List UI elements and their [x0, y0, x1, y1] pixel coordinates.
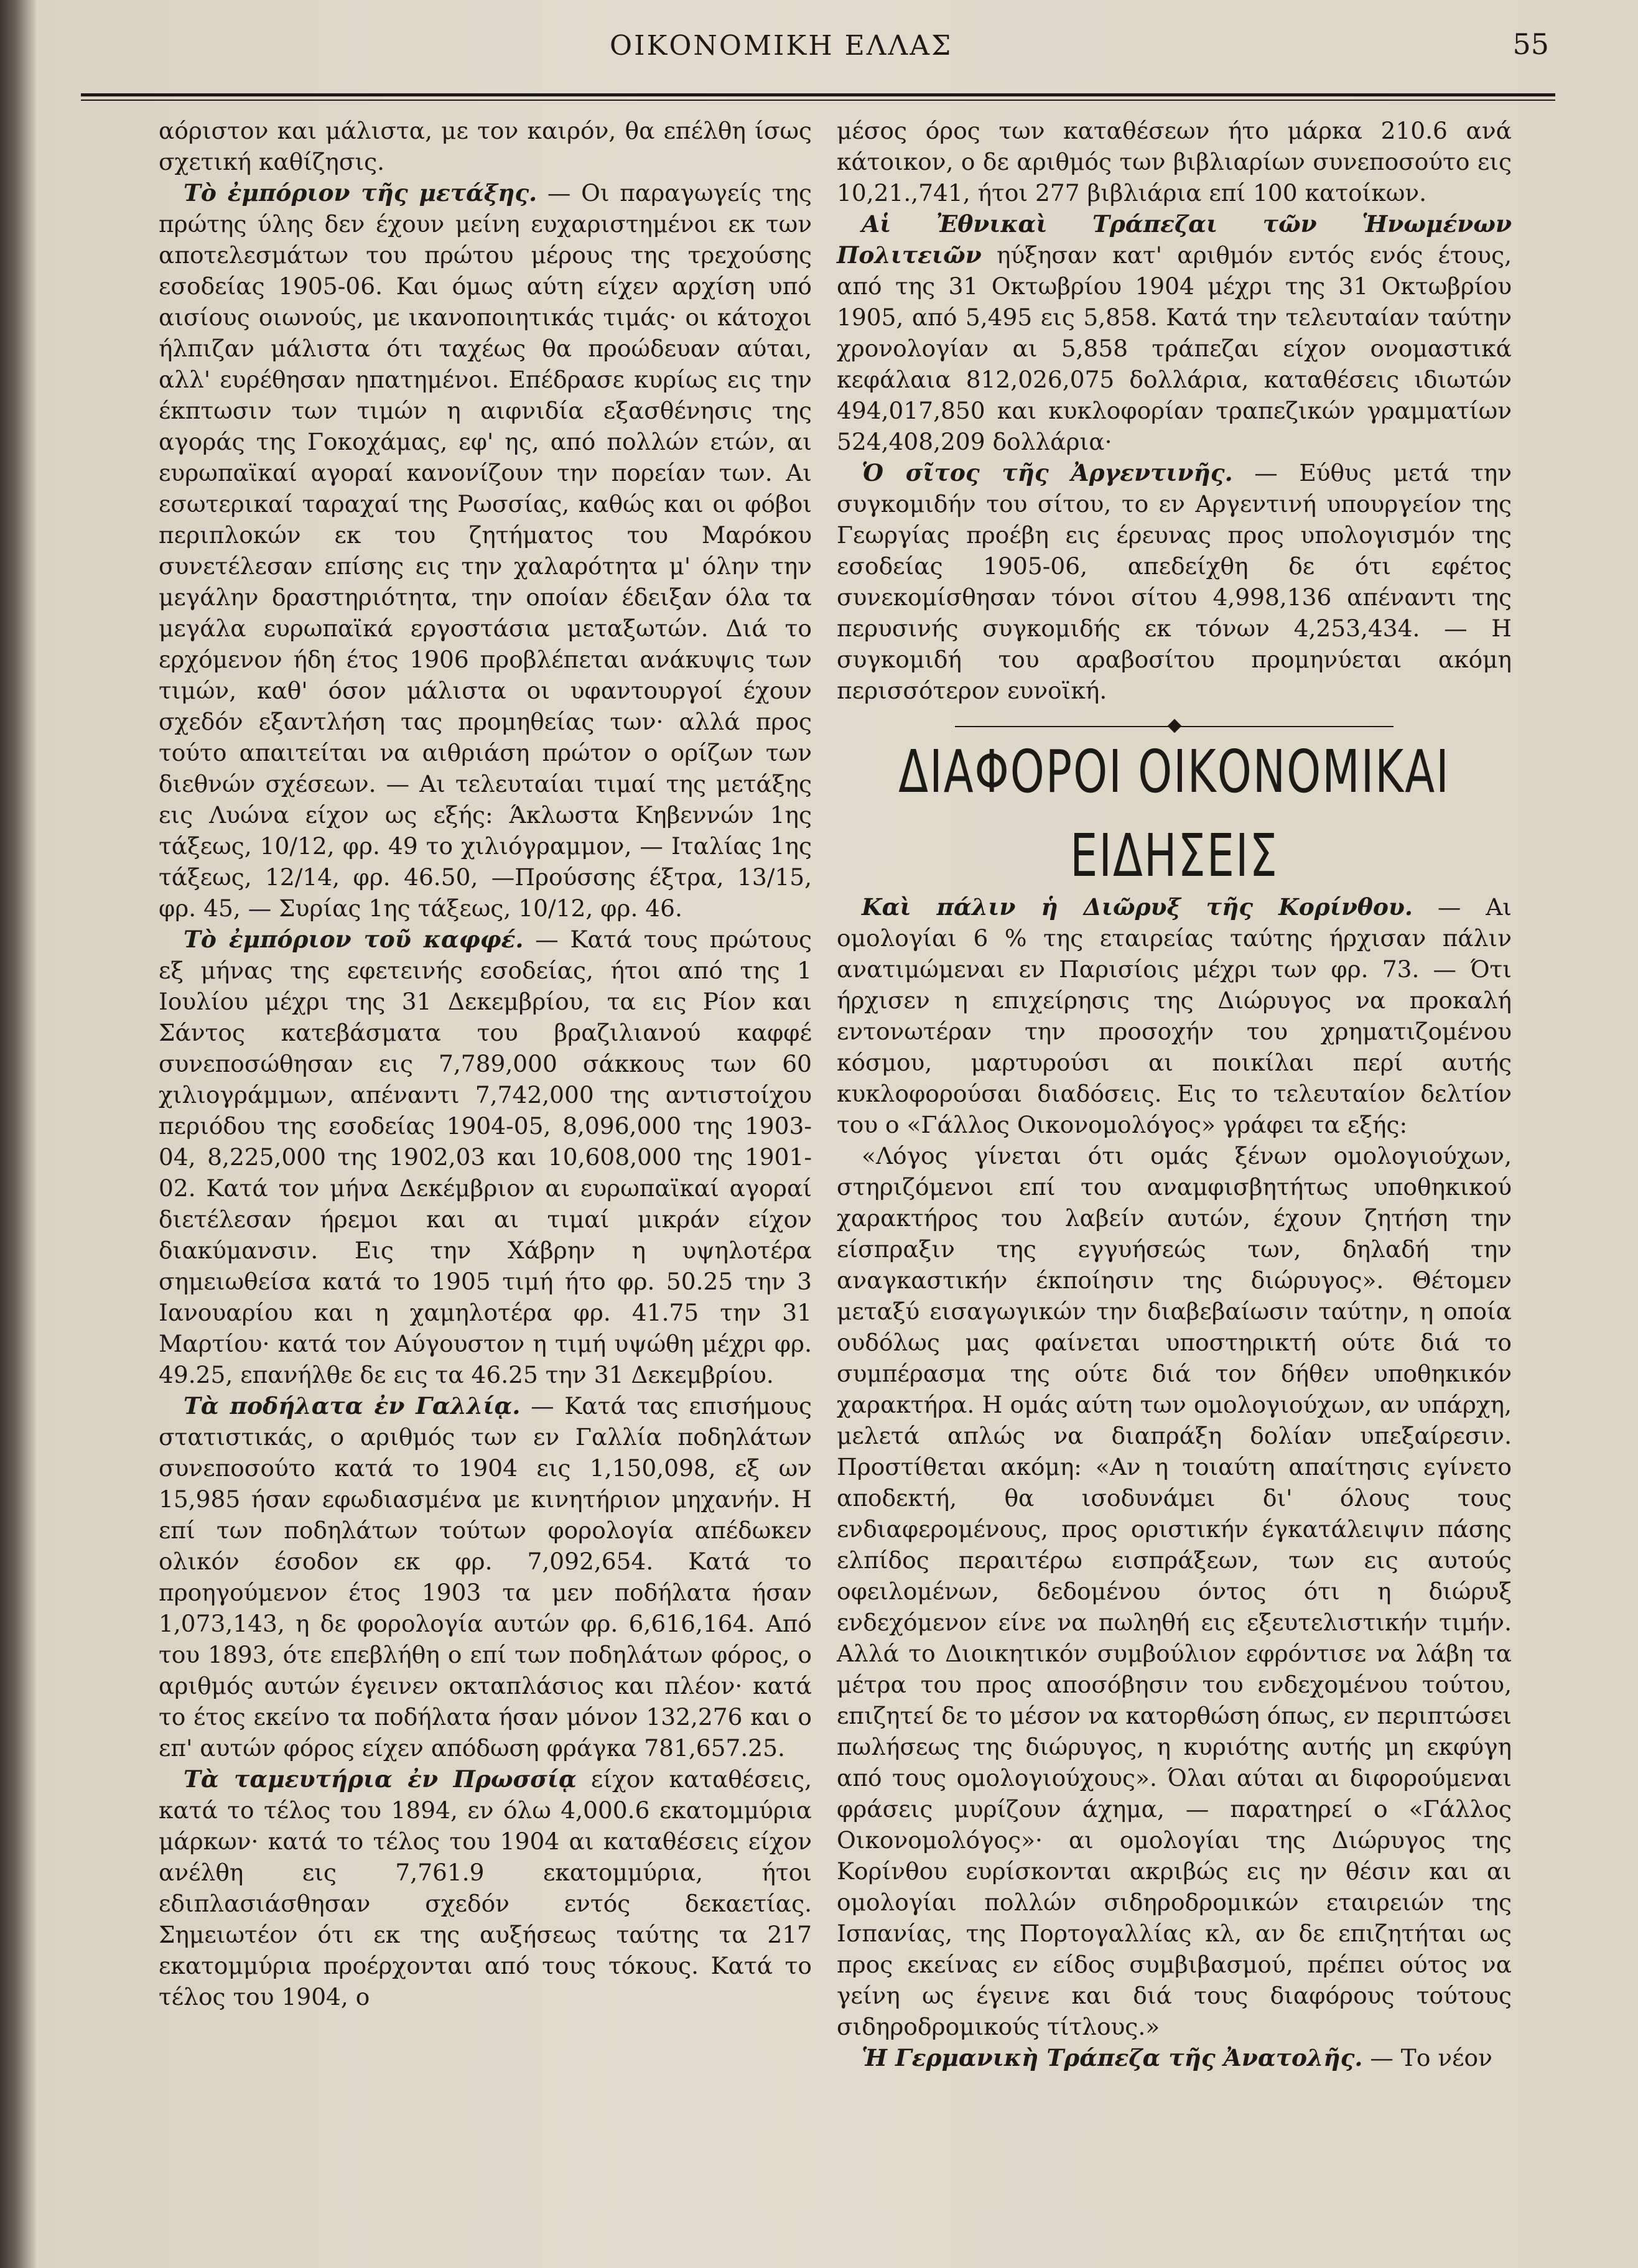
article-heading: Ἡ Γερμανικὴ Τράπεζα τῆς Ἀνατολῆς. [862, 2044, 1363, 2071]
article-body: είχον καταθέσεις, κατά το τέλος του 1894, εν όλω 4,000.6 εκατομμύρια μάρκων· κατά το τέλος του 1904 αι καταθέσεις είχον ανέλθη εις 7,761.9 εκατομμύρια, ήτοι εδιπλασιάσθησαν σχεδόν εντός δεκαετίας. Σημειωτέον ότι εκ της αυξήσεως ταύτης τα 217 εκατομμύρια προέρχονται από τους τόκους. Κατά το τέλος του 1904, ο [159, 1765, 812, 2010]
article-heading: Τὸ ἐμπόριον τῆς μετάξης. [184, 179, 537, 207]
article-body: — Κατά τας επισήμους στατιστικάς, ο αριθμός των εν Γαλλία ποδηλάτων συνεποσούτο κατά το 1904 εις 1,150,098, εξ ων 15,985 ήσαν εφωδιασμένα με κινητήριον μηχανήν. Η επί των ποδηλάτων τούτων φορολογία απέδωκεν ολικόν έσοδον εκ φρ. 7,092,654. Κατά το προηγούμενον έτος 1903 τα μεν ποδήλατα ήσαν 1,073,143, η δε φορολογία αυτών φρ. 6,616,164. Από του 1893, ότε επεβλήθη ο επί των ποδηλάτων φόρος, ο αριθμός αυτών έγεινεν οκταπλάσιος και πλέον· κατά το έτος εκείνο τα ποδήλατα ήσαν μόνον 132,276 και ο επ' αυτών φόρος είχεν απόδωση φράγκα 781,657.25. [159, 1392, 812, 1762]
article-bicycles [159, 1390, 812, 1764]
article-body: — Οι παραγωγείς της πρώτης ύλης δεν έχουν μείνη ευχαριστημένοι εκ των αποτελεσμάτων του πρώτου μέρους της τρεχούσης εσοδείας 1905-06. Και όμως αύτη είχεν αρχίση υπό αισίους οιωνούς, με ικανοποιητικάς τιμάς· οι κάτοχοι ήλπιζαν μάλιστα ότι ταχέως θα προώδευαν αύται, αλλ' ευρέθησαν ηπατημένοι. Επέδρασε κυρίως εις την έκπτωσιν των τιμών η αιφνιδία εξασθένησις της αγοράς της Γοκοχάμας, εφ' ης, από πολλών ετών, αι ευρωπαϊκαί αγοραί κανονίζουν την πορείαν των. Αι εσωτερικαί ταραχαί της Ρωσσίας, καθώς και οι φόβοι περιπλοκών εκ του ζητήματος του Μαρόκου συνετέλεσαν επίσης εις την χαλαρότητα μ' όλην την μεγάλην δραστηριότητα, την οποίαν έδειξαν όλα τα μεγάλα ευρωπαϊκά εργοστάσια μεταξωτών. Διά το ερχόμενον ήδη έτος 1906 προβλέπεται ανάκυψις των τιμών, καθ' όσον μάλιστα οι υφαντουργοί έχουν σχεδόν εξαντλήση τας προμηθείας των· αλλά προς τούτο απαιτείται να αιθριάση πρώτον ο ορίζων των διεθνών σχέσεων. — Αι τελευταίαι τιμαί της μετάξης εις Λυώνα είχον ως εξής: Άκλωστα Κηβεννών 1ης τάξεως, 10/12, φρ. 49 το χιλιόγραμμον, — Ιταλίας 1ης τάξεως, 12/14, φρ. 46.50, —Προύσσης έξτρα, 13/15, φρ. 45, — Συρίας 1ης τάξεως, 10/12, φρ. 46. [159, 179, 812, 922]
header-rule-thin [81, 100, 1555, 101]
article-body: — Το νέον [1362, 2044, 1492, 2071]
page-number: 55 [1512, 27, 1549, 61]
article-heading: Ὁ σῖτος τῆς Ἀργεντινῆς. [862, 459, 1233, 486]
right-column [837, 115, 1512, 2073]
article-body: — Αι ομολογίαι 6 % της εταιρείας ταύτης ήρχισαν πάλιν ανατιμώμεναι εν Παρισίοις μέχρι των φρ. 73. — Ότι ήρχισεν η επιχείρησις της Διώρυγος να προκαλή εντονωτέραν την προσοχήν του χρηματιζομένου κόσμου, μαρτυρούσι αι ποικίλαι περί αυτής κυκλοφορούσαι διαδόσεις. Εις το τελευταίον δελτίον του ο «Γάλλος Οικονομολόγος» γράφει τα εξής: [837, 893, 1512, 1138]
paragraph: αόριστον και μάλιστα, με τον καιρόν, θα επέλθη ίσως σχετική καθίζησις. [159, 117, 812, 175]
article-coffee [159, 924, 812, 1390]
article-heading: Αἱ Ἐθνικαὶ Τράπεζαι τῶν Ἡνωμένων Πολιτειῶν [837, 210, 1512, 269]
article-german-bank [837, 2042, 1512, 2073]
article-body: — Κατά τους πρώτους εξ μήνας της εφετεινής εσοδείας, ήτοι από της 1 Ιουλίου μέχρι της 31 Δεκεμβρίου, τα εις Ρίον και Σάντος κατεβάσματα του βραζιλιανού καφφέ συνεποσώθησαν εις 7,789,000 σάκκους των 60 χιλιογράμμων, απέναντι 7,742,000 της αντιστοίχου περιόδου της εσοδείας 1904-05, 8,096,000 της 1903-04, 8,225,000 της 1902,03 και 10,608,000 της 1901-02. Κατά τον μήνα Δεκέμβριον αι ευρωπαϊκαί αγοραί διετέλεσαν ήρεμοι και αι τιμαί μικράν είχον διακύμανσιν. Εις την Χάβρην η υψηλοτέρα σημειωθείσα κατά το 1905 τιμή ήτο φρ. 50.25 την 3 Ιανουαρίου και η χαμηλοτέρα φρ. 41.75 την 31 Μαρτίου· κατά τον Αύγουστον η τιμή υψώθη μέχρι φρ. 49.25, επανήλθε δε εις τα 46.25 την 31 Δεκεμβρίου. [159, 926, 812, 1388]
page-header [81, 25, 1555, 68]
running-title: ΟΙΚΟΝΟΜΙΚΗ ΕΛΛΑΣ [610, 30, 953, 62]
article-silk [159, 177, 812, 924]
paragraph: μέσος όρος των καταθέσεων ήτο μάρκα 210.6 ανά κάτοικον, ο δε αριθμός των βιβλιαρίων συνεποσούτο εις 10,21.,741, ήτοι 277 βιβλιάρια επί 100 κατοίκων. [837, 117, 1512, 207]
article-heading: Καὶ πάλιν ἡ Διῶρυξ τῆς Κορίνθου. [862, 893, 1413, 921]
header-rule [81, 93, 1555, 96]
article-body: — Εύθυς μετά την συγκομιδήν του σίτου, το εν Αργεντινή υπουργείον της Γεωργίας προέβη εις έρευνας προς υπολογισμόν της εσοδείας 1905-06, απεδείχθη δε ότι εφέτος συνεκομίσθησαν τόνοι σίτου 4,998,136 απέναντι της περυσινής συγκομιδής εκ τόνων 4,253,434. — Η συγκομιδή του αραβοσίτου προμηνύεται ακόμη περισσότερον ευνοϊκή. [837, 459, 1512, 704]
article-body: ηύξησαν κατ' αριθμόν εντός ενός έτους, από της 31 Οκτωβρίου 1904 μέχρι της 31 Οκτωβρίου 1905, από 5,495 εις 5,858. Κατά την τελευταίαν ταύτην χρονολογίαν αι 5,858 τράπεζαι είχον ονομαστικά κεφάλαια 812,026,075 δολλάρια, καταθέσεις ιδιωτών 494,017,850 και κυκλοφορίαν τραπεζικών γραμματίων 524,408,209 δολλάρια· [837, 241, 1512, 455]
article-argentina-wheat [837, 457, 1512, 706]
article-savings-banks [159, 1764, 812, 2012]
quoted-paragraph: «Λόγος γίνεται ότι ομάς ξένων ομολογιούχων, στηριζόμενοι επί του αναμφισβητήτως υποθηκικού χαρακτήρος του λαβείν αυτών, έχουν ζητήση την είσπραξιν της εγγυήσεώς των, δηλαδή την αναγκαστικήν έκποίησιν της διώρυγος». Θέτομεν μεταξύ εισαγωγικών την διαβεβαίωσιν ταύτην, η οποία ουδόλως μας φαίνεται υποστηρικτή ούτε διά το συμπέρασμα της ούτε διά τον δήθεν υποθηκικόν χαρακτήρα. Η ομάς αύτη των ομολογιούχων, αν υπάρχη, μελετά απλώς να διαπράξη δολίαν υπεξαίρεσιν. Προστίθεται ακόμη: «Αν η τοιαύτη απαίτησις εγίνετο αποδεκτή, θα ισοδυνάμει δι' όλους τους ενδιαφερομένους, προς οριστικήν έγκατάλειψιν πάσης ελπίδος περαιτέρω εισπράξεων, των εις αυτούς οφειλομένων, δεδομένου όντος ότι η διώρυξ ενδεχόμενον είνε να πωληθή εις εξευτελιστικήν τιμήν. Αλλά το Διοικητικόν συμβούλιον εφρόντισε να λάβη τα μέτρα του προς αποσόβησιν του ενδεχομένου τούτου, επιζητεί δε το μέσον να κατορθώση όπως, εν περιπτώσει πωλήσεως της διώρυγος, η κυριότης αυτής μη εκφύγη από τους ομολογιούχους». Όλαι αύται αι διφορούμεναι φράσεις μυρίζουν άχημα, — παρατηρεί ο «Γάλλος Οικονομολόγος»· αι ομολογίαι της Διώρυγος της Κορίνθου ευρίσκονται ακριβώς εις ην θέσιν και αι ομολογίαι πολλών σιδηροδρομικών εταιρειών της Ισπανίας, της Πορτογαλλίας κλ, αν δε επιζητήται ως προς εκείνας εν είδος συμβιβασμού, πρέπει ούτος να γείνη ως έγεινε και διά τους διαφόρους τούτους σιδηροδρομικούς τίτλους.» [837, 1142, 1512, 2040]
article-corinth-canal [837, 891, 1512, 1140]
article-heading: Τὸ ἐμπόριον τοῦ καφφέ. [184, 926, 524, 953]
left-column [159, 115, 812, 2012]
section-title: ΔΙΑΦΟΡΟΙ ΟΙΚΟΝΟΜΙΚΑΙ ΕΙΔΗΣΕΙΣ [898, 737, 1450, 890]
article-heading: Τὰ ποδήλατα ἐν Γαλλίᾳ. [184, 1392, 521, 1420]
article-heading: Τὰ ταμευτήρια ἐν Πρωσσίᾳ [184, 1765, 577, 1793]
article-us-banks [837, 208, 1512, 457]
